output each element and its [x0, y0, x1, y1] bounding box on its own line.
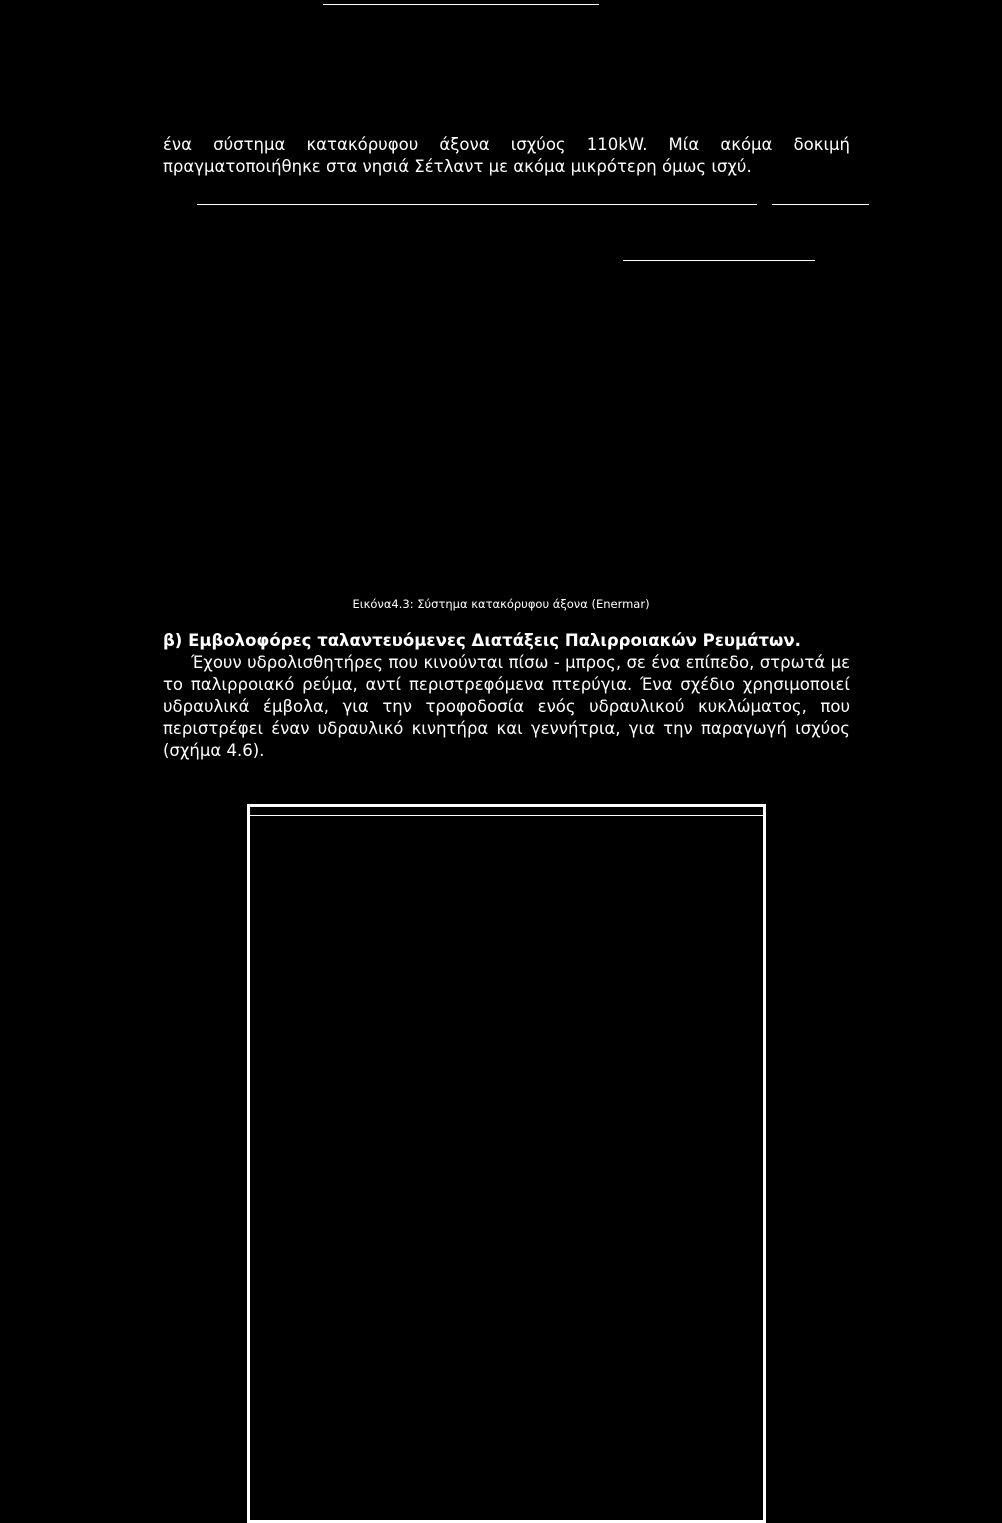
body-line: υδραυλικά έμβολα, για την τροφοδοσία ενός υδραυλικού κυκλώματος, που [163, 697, 850, 716]
body-line: περιστρέφει έναν υδραυλικό κινητήρα και γεννήτρια, για την παραγωγή ισχύος [163, 719, 850, 738]
intro-paragraph [163, 134, 850, 178]
figure-frame-inner-rule [250, 815, 763, 816]
body-line: το παλιρροιακό ρεύμα, αντί περιστρεφόμενα πτερύγια. Ένα σχέδιο χρησιμοποιεί [163, 675, 850, 694]
figure-top-rule-right [772, 204, 869, 205]
top-page-rule [323, 4, 599, 5]
body-paragraph [163, 652, 850, 762]
figure-caption: Εικόνα4.3: Σύστημα κατακόρυφου άξονα (Enermar) [352, 597, 650, 611]
intro-line: πραγματοποιήθηκε στα νησιά Σέτλαντ με ακόμα μικρότερη όμως ισχύ. [163, 157, 752, 176]
figure-inner-rule [623, 260, 815, 261]
body-line: Έχουν υδρολισθητήρες που κινούνται πίσω - μπρος, σε ένα επίπεδο, στρωτά με [191, 653, 850, 672]
intro-line: ένα σύστημα κατακόρυφου άξονα ισχύος 110kW. Μία ακόμα δοκιμή [163, 135, 850, 154]
figure-frame [247, 804, 766, 1523]
body-line: (σχήμα 4.6). [163, 741, 265, 760]
section-heading: β) Εμβολοφόρες ταλαντευόμενες Διατάξεις Παλιρροιακών Ρευμάτων. [163, 631, 801, 650]
figure-top-rule-left [197, 204, 757, 205]
